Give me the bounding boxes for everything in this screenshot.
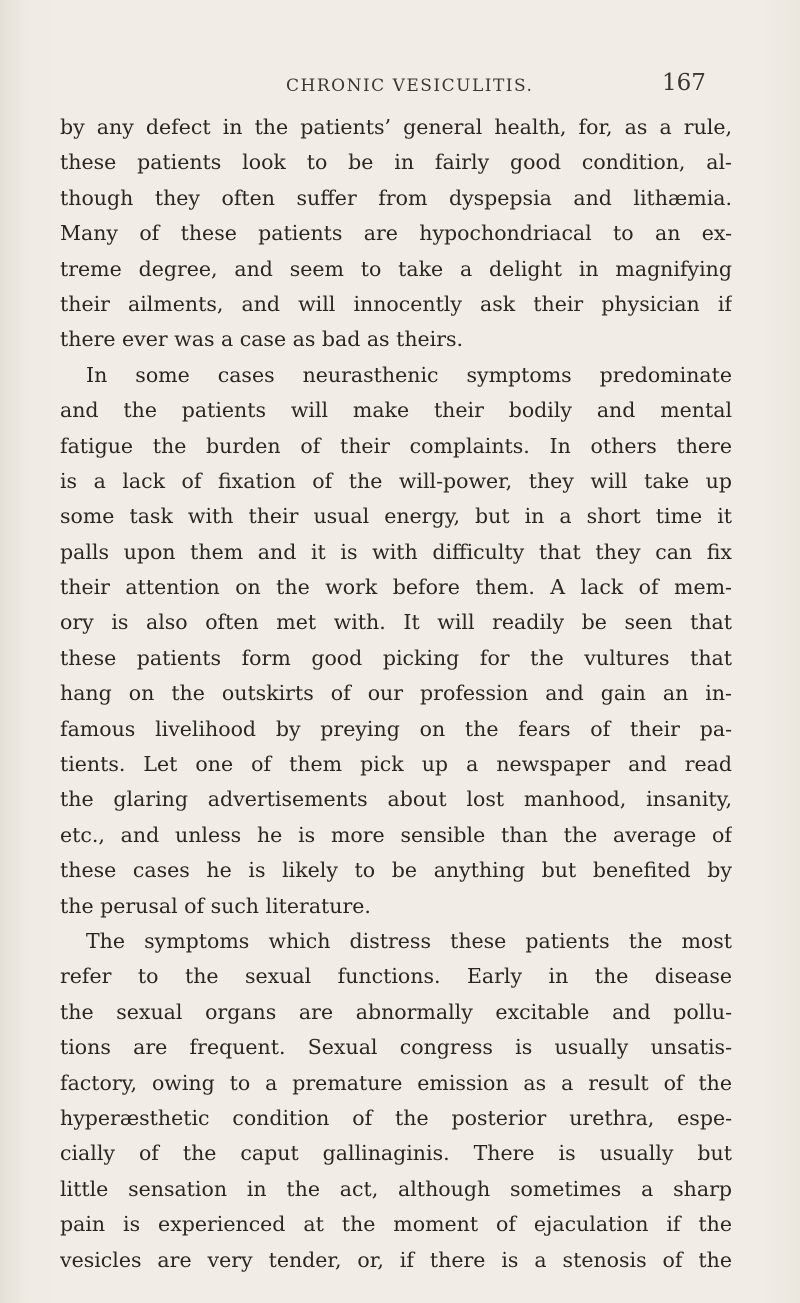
- text-line: though they often suffer from dyspepsia and lithæmia.: [60, 185, 732, 210]
- text-line: their ailments, and will innocently ask their physician if: [60, 291, 732, 316]
- text-line: tions are frequent. Sexual congress is usually unsatis-: [60, 1035, 732, 1060]
- text-line: little sensation in the act, although sometimes a sharp: [60, 1176, 732, 1201]
- text-line: treme degree, and seem to take a delight in magnifying: [60, 256, 732, 281]
- text-line: and the patients will make their bodily and mental: [60, 398, 732, 423]
- body-text: [60, 110, 732, 1278]
- text-line: these patients form good picking for the vultures that: [60, 645, 732, 670]
- text-line: the perusal of such literature.: [60, 893, 371, 918]
- text-line: fatigue the burden of their complaints. In others there: [60, 433, 732, 458]
- text-line: tients. Let one of them pick up a newspaper and read: [60, 752, 732, 777]
- text-line: ory is also often met with. It will readily be seen that: [60, 610, 732, 635]
- text-line: hang on the outskirts of our profession and gain an in-: [60, 681, 732, 706]
- text-line: the glaring advertisements about lost manhood, insanity,: [60, 787, 732, 812]
- text-line: palls upon them and it is with difficulty that they can fix: [60, 539, 732, 564]
- text-line: the sexual organs are abnormally excitable and pollu-: [60, 999, 732, 1024]
- text-line: cially of the caput gallinaginis. There is usually but: [60, 1141, 732, 1166]
- text-line: Many of these patients are hypochondriacal to an ex-: [60, 221, 732, 246]
- text-line: there ever was a case as bad as theirs.: [60, 327, 464, 352]
- text-line: some task with their usual energy, but in a short time it: [60, 504, 732, 529]
- text-line: their attention on the work before them. A lack of mem-: [60, 575, 732, 600]
- text-line: vesicles are very tender, or, if there is a stenosis of the: [60, 1247, 732, 1272]
- running-title: CHRONIC VESICULITIS.: [286, 76, 534, 96]
- text-line: these patients look to be in fairly good condition, al-: [60, 150, 732, 175]
- page-number: 167: [662, 70, 706, 96]
- text-line: factory, owing to a premature emission as a result of the: [60, 1070, 732, 1095]
- text-line: etc., and unless he is more sensible than the average of: [60, 822, 732, 847]
- text-line: famous livelihood by preying on the fears of their pa-: [60, 716, 732, 741]
- text-line: these cases he is likely to be anything but benefited by: [60, 858, 732, 883]
- text-line: refer to the sexual functions. Early in the disease: [60, 964, 732, 989]
- text-line: The symptoms which distress these patients the most: [86, 928, 732, 953]
- text-line: pain is experienced at the moment of ejaculation if the: [60, 1212, 732, 1237]
- text-line: is a lack of fixation of the will-power, they will take up: [60, 468, 732, 493]
- text-line: In some cases neurasthenic symptoms predominate: [86, 362, 732, 387]
- page-header: [0, 70, 800, 106]
- text-line: hyperæsthetic condition of the posterior urethra, espe-: [60, 1105, 732, 1130]
- text-line: by any defect in the patients’ general health, for, as a rule,: [60, 115, 732, 139]
